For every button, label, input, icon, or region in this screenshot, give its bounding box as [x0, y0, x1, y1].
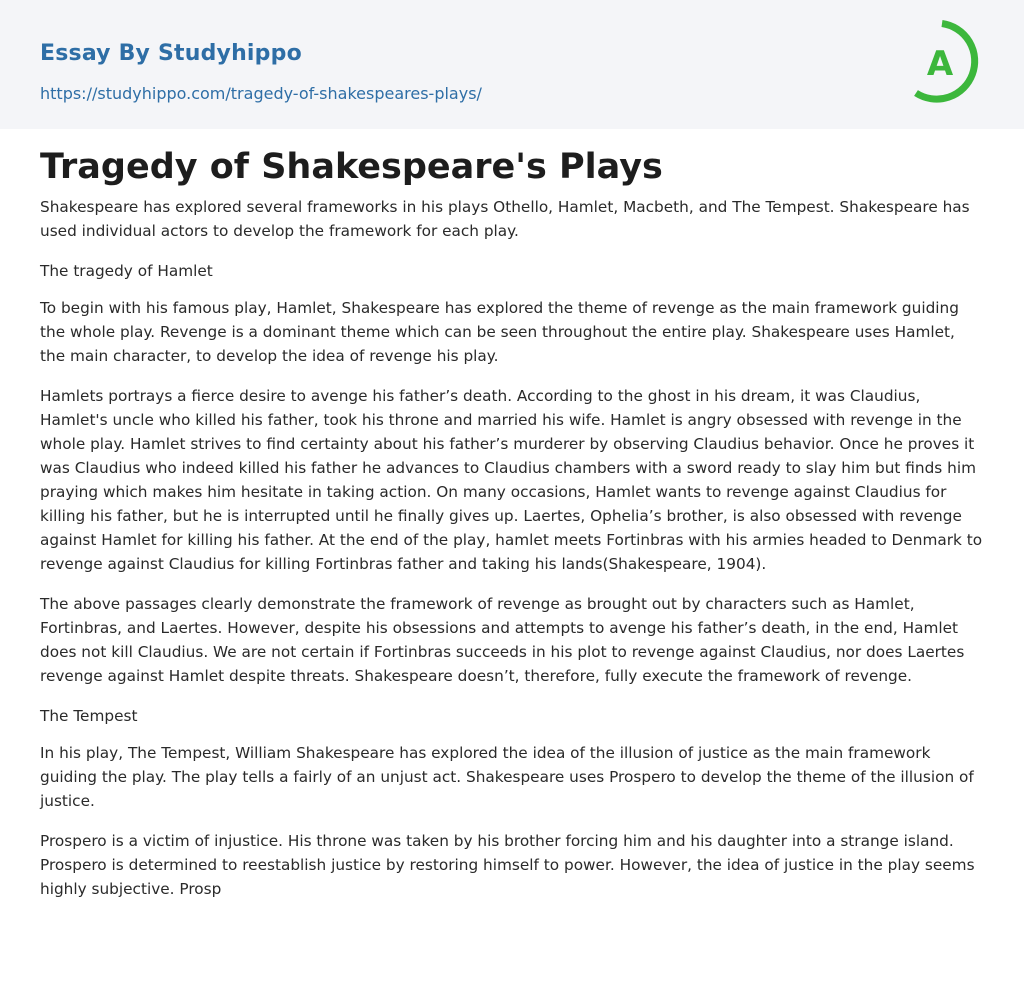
paragraph: Prospero is a victim of injustice. His throne was taken by his brother forcing him and his daughter into a strange island. Prospero is determined to reestablish justice by restoring himself to power. However, the idea of justice in the play seems highly subjective. Prosp — [40, 832, 975, 898]
article-body — [40, 143, 984, 917]
paragraph: Hamlets portrays a fierce desire to avenge his father’s death. According to the ghost in his dream, it was Claudius, Hamlet's uncle who killed his father, took his throne and married his wife. Hamlet is angry obsessed with revenge in the whole play. Hamlet strives to find certainty about his father’s murderer by observing Claudius behavior. Once he proves it was Claudius who indeed killed his father he advances to Claudius chambers with a sword ready to slay him but finds him praying which makes him hesitate in taking action. On many occasions, Hamlet wants to revenge against Claudius for killing his father, but he is interrupted until he finally gives up. Laertes, Ophelia’s brother, is also obsessed with revenge against Hamlet for killing his father. At the end of the play, hamlet meets Fortinbras with his armies headed to Denmark to revenge against Claudius for killing Fortinbras father and taking his lands(Shakespeare, 1904). — [40, 387, 983, 573]
site-header — [0, 0, 1024, 129]
site-title[interactable]: Essay By Studyhippo — [40, 41, 302, 66]
paragraph: To begin with his famous play, Hamlet, Shakespeare has explored the theme of revenge as the main framework guiding the whole play. Revenge is a dominant theme which can be seen throughout the entire play. Shakespeare uses Hamlet, the main character, to develop the idea of revenge his play. — [40, 299, 959, 365]
section-heading-hamlet: The tragedy of Hamlet — [40, 262, 213, 280]
article-url-link[interactable]: https://studyhippo.com/tragedy-of-shakespeares-plays/ — [40, 84, 482, 103]
studyhippo-logo-icon[interactable] — [912, 19, 986, 105]
section-heading-tempest: The Tempest — [40, 707, 138, 725]
paragraph: In his play, The Tempest, William Shakespeare has explored the idea of the illusion of justice as the main framework guiding the play. The play tells a fairly of an unjust act. Shakespeare uses Prospero to develop the theme of the illusion of justice. — [40, 744, 974, 810]
intro-paragraph: Shakespeare has explored several frameworks in his plays Othello, Hamlet, Macbeth, and The Tempest. Shakespeare has used individual actors to develop the framework for each play. — [40, 198, 970, 240]
paragraph: The above passages clearly demonstrate the framework of revenge as brought out by characters such as Hamlet, Fortinbras, and Laertes. However, despite his obsessions and attempts to avenge his father’s death, in the end, Hamlet does not kill Claudius. We are not certain if Fortinbras succeeds in his plot to revenge against Claudius, nor does Laertes revenge against Hamlet despite threats. Shakespeare doesn’t, therefore, fully execute the framework of revenge. — [40, 595, 965, 685]
logo-letter: A — [926, 44, 954, 84]
page-title: Tragedy of Shakespeare's Plays — [40, 147, 663, 187]
